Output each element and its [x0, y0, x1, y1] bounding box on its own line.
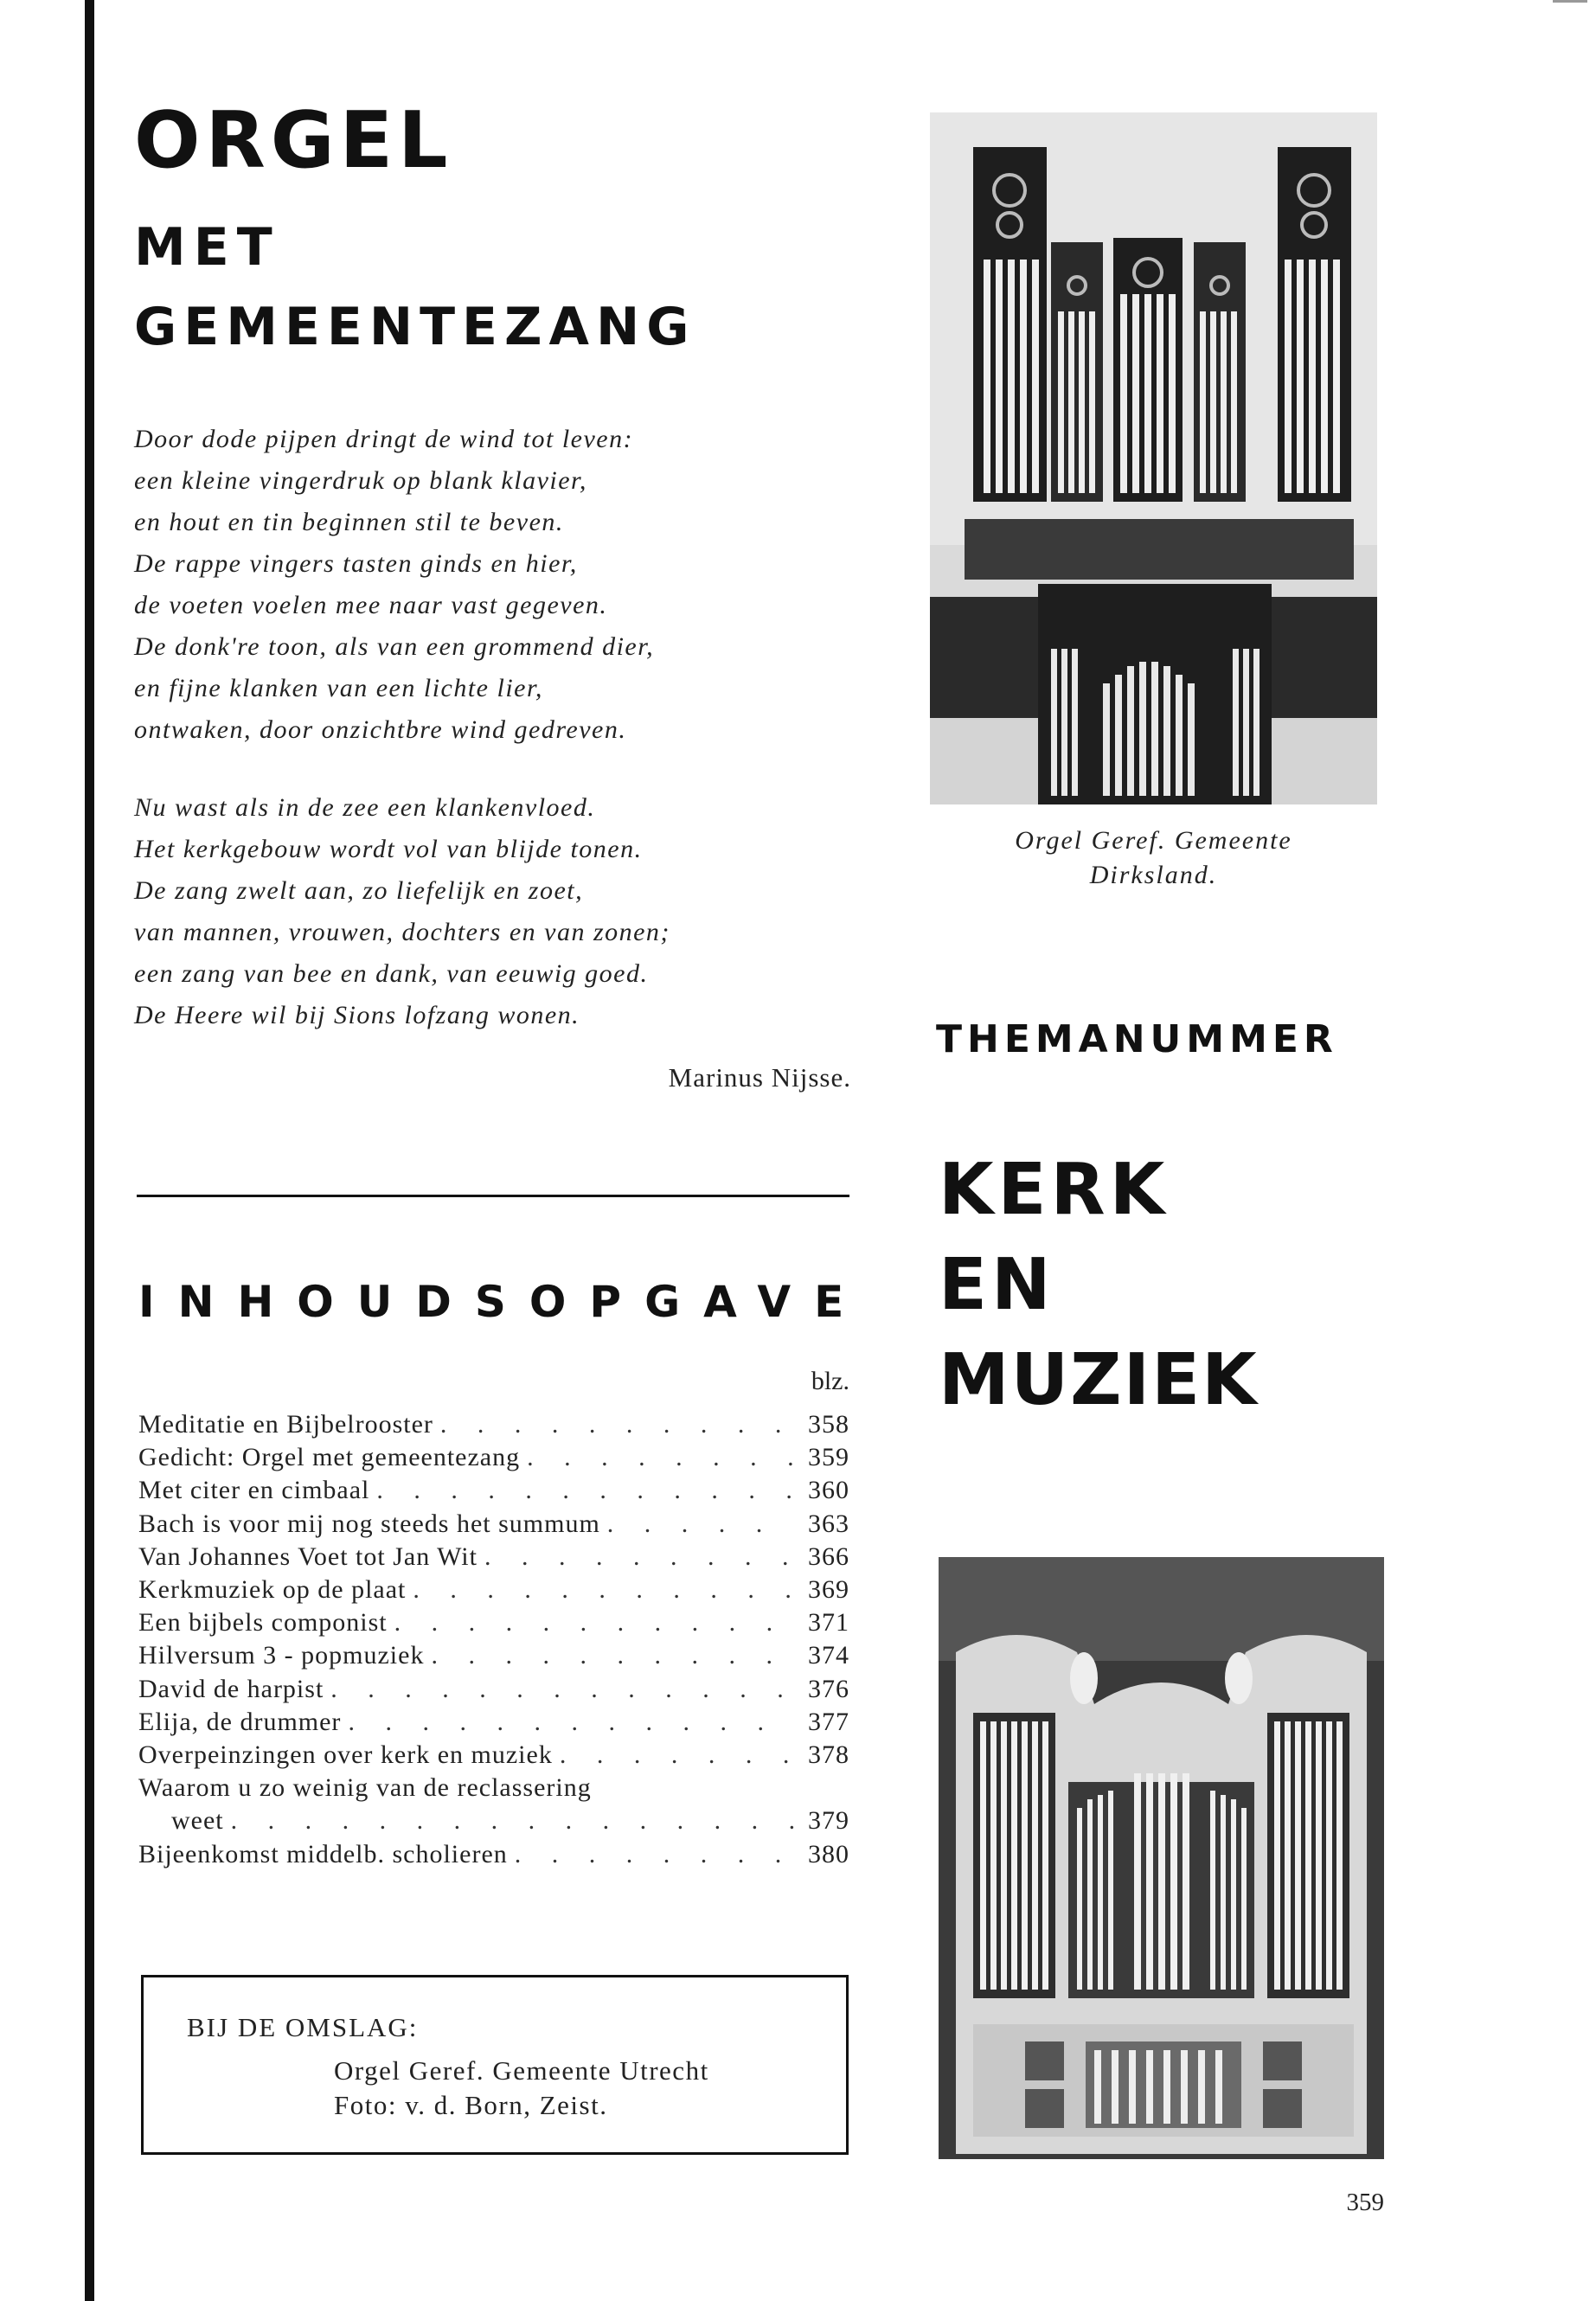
cover-note-box	[141, 1975, 849, 2155]
contents-item-page: 366	[808, 1541, 849, 1571]
leader-dots	[553, 1739, 794, 1772]
poem-line: De donk're toon, als van een grommend dier,	[134, 632, 655, 661]
headline-gemeentezang: GEMEENTEZANG	[134, 297, 696, 357]
contents-item-title: Van Johannes Voet tot Jan Wit	[138, 1541, 478, 1571]
leader-dots	[508, 1838, 794, 1871]
contents-item-title: Overpeinzingen over kerk en muziek	[138, 1740, 553, 1770]
contents-item-page: 378	[808, 1740, 849, 1770]
photo-caption	[930, 824, 1377, 893]
leader-dots	[478, 1541, 794, 1574]
poem-line: en hout en tin beginnen stil te beven.	[134, 508, 564, 536]
cover-line: Orgel Geref. Gemeente Utrecht	[334, 2055, 709, 2086]
poem-line: Nu wast als in de zee een klankenvloed.	[134, 793, 596, 822]
section-divider	[137, 1195, 849, 1197]
contents-item	[138, 1804, 849, 1837]
poem-line: een kleine vingerdruk op blank klavier,	[134, 466, 587, 495]
poem-stanza-1	[134, 419, 852, 751]
contents-item-title: Gedicht: Orgel met gemeentezang	[138, 1443, 521, 1472]
contents-item-page: 376	[808, 1674, 849, 1703]
leader-dots	[424, 1639, 794, 1672]
contents-item-title: Kerkmuziek op de plaat	[138, 1575, 407, 1605]
poem-line: De Heere wil bij Sions lofzang wonen.	[134, 1001, 580, 1029]
contents-item	[138, 1574, 849, 1606]
headline-orgel: ORGEL	[134, 95, 453, 186]
contents-item-page: 360	[808, 1476, 849, 1505]
contents-item-title: Hilversum 3 - popmuziek	[138, 1641, 425, 1670]
contents-item	[138, 1541, 849, 1574]
leader-dots	[600, 1508, 794, 1541]
leader-dots	[324, 1673, 794, 1706]
scan-edge-mark	[1553, 0, 1587, 3]
page-number: 359	[1346, 2189, 1384, 2216]
contents-item-page: 358	[808, 1410, 849, 1439]
contents-item	[138, 1673, 849, 1706]
contents-item	[138, 1838, 849, 1871]
leader-dots	[369, 1474, 794, 1507]
contents-item-title: Elija, de drummer	[138, 1707, 342, 1736]
contents-item-page: 363	[808, 1509, 849, 1538]
poem-line: en fijne klanken van een lichte lier,	[134, 674, 543, 702]
headline-met: MET	[134, 217, 280, 278]
contents-page-header: blz.	[811, 1367, 849, 1395]
contents-item-title: Een bijbels componist	[138, 1608, 388, 1638]
contents-item-title: Meditatie en Bijbelrooster	[138, 1410, 433, 1439]
leader-dots	[520, 1441, 794, 1474]
contents-item-title: Met citer en cimbaal	[138, 1476, 370, 1505]
organ-photo-baroque	[939, 1557, 1384, 2159]
contents-item-title: Bijeenkomst middelb. scholieren	[138, 1839, 508, 1868]
poem-author: Marinus Nijsse.	[668, 1062, 851, 1093]
poem	[134, 419, 852, 1073]
leader-dots	[224, 1804, 794, 1837]
poem-line: De zang zwelt aan, zo liefelijk en zoet,	[134, 876, 584, 905]
contents-item	[138, 1408, 849, 1441]
contents-item-title: Bach is voor mij nog steeds het summum	[138, 1509, 600, 1538]
contents-item	[138, 1706, 849, 1739]
contents-item	[138, 1606, 849, 1639]
cover-line: Foto: v. d. Born, Zeist.	[334, 2090, 608, 2120]
contents-item-title: David de harpist	[138, 1674, 324, 1703]
poem-line: de voeten voelen mee naar vast gegeven.	[134, 591, 608, 619]
poem-line: een zang van bee en dank, van eeuwig goed.	[134, 959, 649, 988]
contents-item-title: Waarom u zo weinig van de reclassering	[138, 1773, 592, 1803]
organ-photo-dirksland	[930, 112, 1377, 804]
leader-dots	[388, 1606, 794, 1639]
poem-line: De rappe vingers tasten ginds en hier,	[134, 549, 578, 578]
contents-item	[138, 1441, 849, 1474]
contents-item	[138, 1772, 849, 1804]
theme-kicker: THEMANUMMER	[936, 1017, 1338, 1061]
contents-item	[138, 1739, 849, 1772]
contents-title: INHOUDSOPGAVE	[138, 1277, 868, 1327]
contents-item-page: 359	[808, 1443, 849, 1472]
leader-dots	[433, 1408, 794, 1441]
theme-title-muziek: MUZIEK	[939, 1339, 1259, 1421]
contents-item	[138, 1639, 849, 1672]
contents-item-page: 374	[808, 1641, 849, 1670]
leader-dots	[341, 1706, 794, 1739]
poem-line: Door dode pijpen dringt de wind tot leven:	[134, 425, 634, 453]
contents-item-page: 379	[808, 1806, 849, 1836]
contents-item-page: 377	[808, 1707, 849, 1736]
theme-title-kerk: KERK	[939, 1149, 1170, 1231]
contents-item-title: weet	[171, 1806, 224, 1836]
contents-item-page: 380	[808, 1839, 849, 1868]
contents-item	[138, 1508, 849, 1541]
poem-line: ontwaken, door onzichtbre wind gedreven.	[134, 715, 627, 744]
leader-dots	[406, 1574, 794, 1606]
left-margin-rule	[85, 0, 94, 2301]
caption-line: Dirksland.	[1089, 861, 1218, 889]
contents-item	[138, 1474, 849, 1507]
contents-list	[138, 1408, 849, 1871]
cover-label: BIJ DE OMSLAG:	[187, 2012, 419, 2042]
poem-stanza-2	[134, 787, 852, 1036]
contents-item-page: 371	[808, 1608, 849, 1638]
caption-line: Orgel Geref. Gemeente	[1015, 826, 1292, 855]
poem-line: van mannen, vrouwen, dochters en van zonen;	[134, 918, 670, 946]
poem-line: Het kerkgebouw wordt vol van blijde tonen.	[134, 835, 643, 863]
theme-title-en: EN	[939, 1244, 1055, 1326]
contents-item-page: 369	[808, 1575, 849, 1605]
